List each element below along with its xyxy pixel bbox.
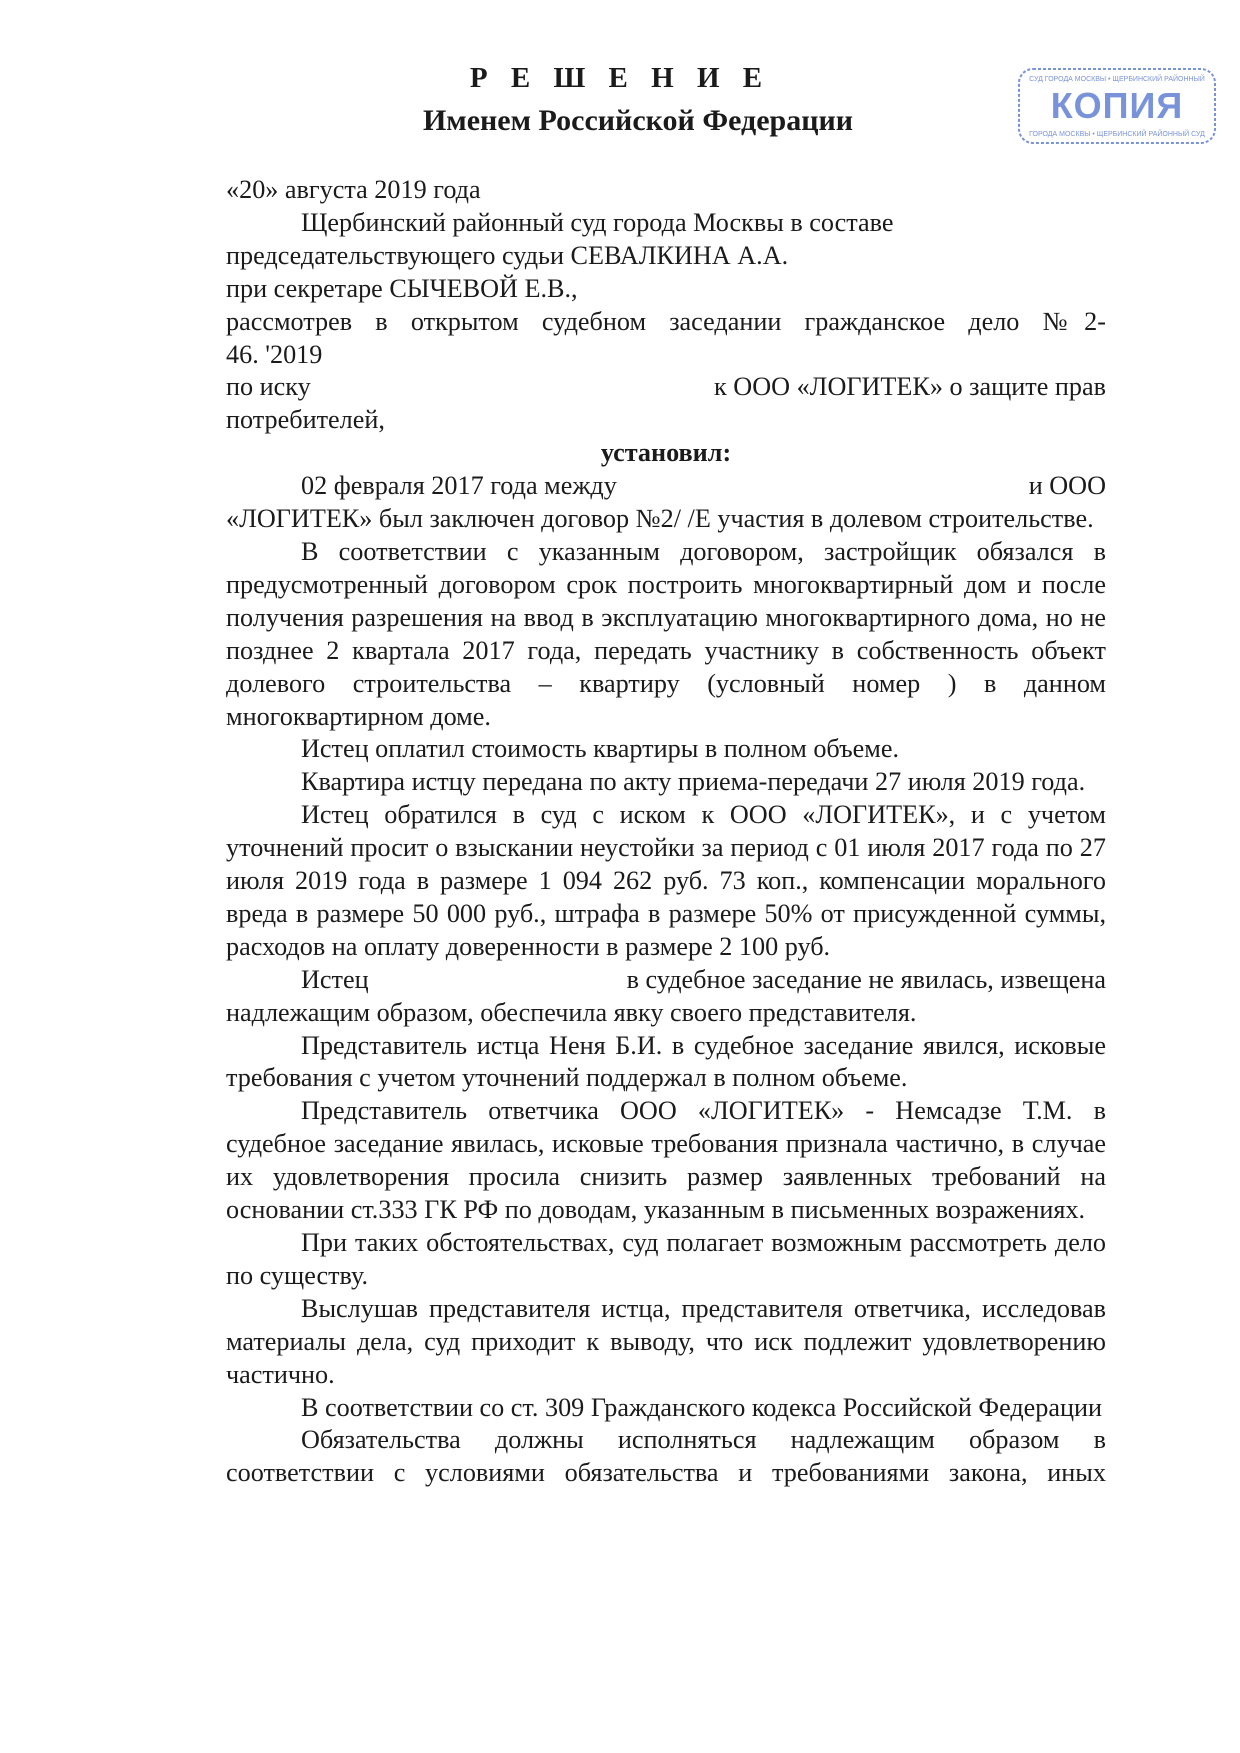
paragraph-1-rest: «ЛОГИТЕК» был заключен договор №2/ /Е участия в долевом строительстве. <box>226 504 1094 534</box>
claim-left: по иску <box>226 372 311 402</box>
paragraph-9: При таких обстоятельствах, суд полагает возможным рассмотреть дело по существу. <box>226 1228 1106 1290</box>
case-line-2: 46. '2019 <box>226 339 323 369</box>
document-body <box>226 174 1106 1490</box>
p1-right: и ООО <box>1028 471 1106 501</box>
paragraph-10: Выслушав представителя истца, представителя ответчика, исследовав материалы дела, суд приходит к выводу, что иск подлежит удовлетворению частично. <box>226 1293 1106 1389</box>
claim-right: к ООО «ЛОГИТЕК» о защите прав <box>714 372 1106 402</box>
paragraph-3: Истец оплатил стоимость квартиры в полном объеме. <box>301 734 900 764</box>
secretary-line: при секретаре СЫЧЕВОЙ Е.В., <box>226 273 578 303</box>
claim-line <box>226 371 1106 404</box>
decision-date: «20» августа 2019 года <box>226 175 481 204</box>
document-subtitle: Именем Российской Федерации <box>422 104 854 137</box>
document-title: Р Е Ш Е Н И Е <box>469 62 771 94</box>
court-line: Щербинский районный суд города Москвы в составе <box>301 207 894 237</box>
paragraph-8: Представитель ответчика ООО «ЛОГИТЕК» - Немсадзе Т.М. в судебное заседание явилась, исковые требования признала частично, в случае их удовлетворения просила снизить размер заявленных требований на основании ст.333 ГК РФ по доводам, указанным в письменных возражениях. <box>226 1096 1106 1225</box>
section-heading: установил: <box>600 438 732 468</box>
paragraph-6-line-1 <box>226 964 1106 997</box>
paragraph-2: В соответствии с указанным договором, застройщик обязался в предусмотренный договором срок построить многоквартирный дом и после получения разрешения на ввод в эксплуатацию многоквартирного дома, но не позднее 2 квартала 2017 года, передать участнику в собственность объект долевого строительства – квартиру (условный номер ) в данном многоквартирном доме. <box>226 536 1106 731</box>
p1-left: 02 февраля 2017 года между <box>301 471 617 501</box>
claim-line-2: потребителей, <box>226 405 385 435</box>
copy-stamp <box>1016 66 1218 146</box>
paragraph-12: Обязательства должны исполняться надлежащим образом в соответствии с условиями обязательства и требованиями закона, иных <box>226 1425 1106 1488</box>
paragraph-4: Квартира истцу передана по акту приема-передачи 27 июля 2019 года. <box>301 767 1086 797</box>
paragraph-5: Истец обратился в суд с иском к ООО «ЛОГИТЕК», и с учетом уточнений просит о взыскании неустойки за период с 01 июля 2017 года по 27 июля 2019 года в размере 1 094 262 руб. 73 коп., компенсации морального вреда в размере 50 000 руб., штрафа в размере 50% от присужденной суммы, расходов на оплату доверенности в размере 2 100 руб. <box>226 800 1106 961</box>
stamp-label: КОПИЯ <box>1050 85 1184 126</box>
stamp-ring-top: СУД ГОРОДА МОСКВЫ • ЩЕРБИНСКИЙ РАЙОННЫЙ <box>1029 76 1205 83</box>
stamp-ring-bottom: ГОРОДА МОСКВЫ • ЩЕРБИНСКИЙ РАЙОННЫЙ СУД <box>1029 131 1205 138</box>
paragraph-7: Представитель истца Неня Б.И. в судебное заседание явился, исковые требования с учетом уточнений поддержал в полном объеме. <box>226 1030 1106 1093</box>
p6-right: в судебное заседание не явилась, извещена <box>626 964 1106 994</box>
p6-left: Истец <box>301 964 369 994</box>
case-line-1: рассмотрев в открытом судебном заседании гражданское дело №2- <box>226 306 1106 336</box>
paragraph-11: В соответствии со ст. 309 Гражданского кодекса Российской Федерации <box>301 1392 1103 1422</box>
paragraph-6-rest: надлежащим образом, обеспечила явку своего представителя. <box>226 997 917 1027</box>
judge-line: председательствующего судьи СЕВАЛКИНА А.А. <box>226 240 789 270</box>
paragraph-1-line-1 <box>226 470 1106 503</box>
